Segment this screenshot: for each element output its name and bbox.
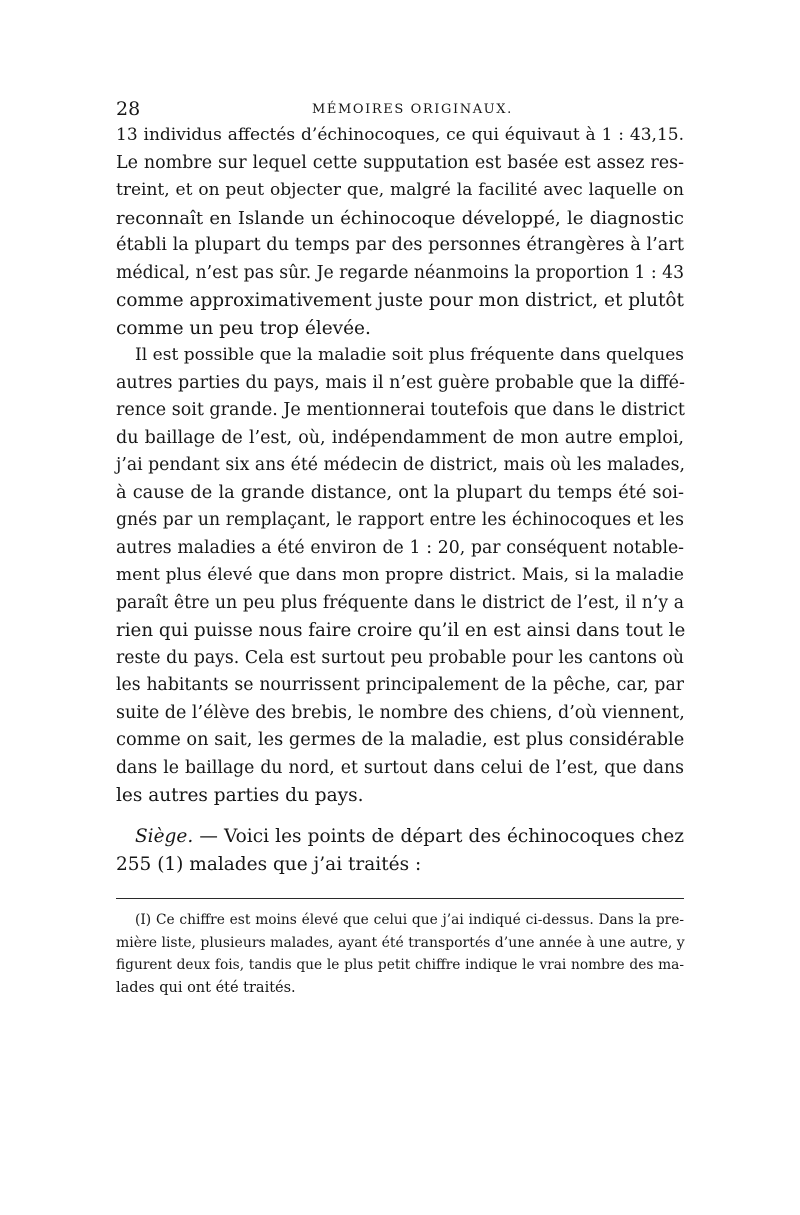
section-text: — Voici les points de départ des échinocoques chez bbox=[193, 826, 684, 847]
text-line: suite de l’élève des brebis, le nombre des chiens, d’où viennent, bbox=[116, 702, 685, 723]
text-line: établi la plupart du temps par des personnes étrangères à l’art bbox=[116, 235, 684, 255]
footnote bbox=[116, 909, 684, 999]
text-line: paraît être un peu plus fréquente dans le district de l’est, il n’y a bbox=[116, 592, 684, 613]
text-line: les habitants se nourrissent principalement de la pêche, car, par bbox=[116, 675, 684, 695]
text-line: autres parties du pays, mais il n’est guère probable que la diffé- bbox=[116, 372, 685, 393]
text-line: les autres parties du pays. bbox=[116, 785, 364, 806]
section-second-line: 255 (1) malades que j’ai traités : bbox=[116, 853, 422, 875]
text-line: médical, n’est pas sûr. Je regarde néanmoins la proportion 1 : 43 bbox=[116, 262, 685, 283]
text-line: Le nombre sur lequel cette supputation est basée est assez res- bbox=[116, 152, 684, 173]
text-line: ment plus élevé que dans mon propre district. Mais, si la maladie bbox=[116, 565, 684, 585]
text-line: rien qui puisse nous faire croire qu’il en est ainsi dans tout le bbox=[116, 620, 686, 641]
paragraph-2 bbox=[116, 342, 684, 810]
running-title: MÉMOIRES ORIGINAUX. bbox=[312, 102, 513, 117]
text-line: reste du pays. Cela est surtout peu probable pour les cantons où bbox=[116, 647, 684, 668]
text-line: comme un peu trop élevée. bbox=[116, 317, 371, 339]
footnote-line: mière liste, plusieurs malades, ayant été transportés d’une année à une autre, y bbox=[116, 934, 685, 951]
text-line: Il est possible que la maladie soit plus fréquente dans quelques bbox=[135, 345, 684, 365]
footnote-divider bbox=[116, 898, 684, 899]
body-text bbox=[116, 122, 684, 810]
footnote-line: (I) Ce chiffre est moins élevé que celui que j’ai indiqué ci-dessus. Dans la pre- bbox=[135, 912, 684, 928]
section-heading: Siège. bbox=[135, 826, 194, 847]
text-line: autres maladies a été environ de 1 : 20, par conséquent notable- bbox=[116, 537, 684, 558]
text-line: reconnaît en Islande un échinocoque développé, le diagnostic bbox=[116, 207, 684, 229]
text-line: rence soit grande. Je mentionnerai toutefois que dans le district bbox=[116, 400, 685, 420]
footnote-line: figurent deux fois, tandis que le plus petit chiffre indique le vrai nombre des ma- bbox=[116, 957, 684, 973]
text-line: dans le baillage du nord, et surtout dans celui de l’est, que dans bbox=[116, 757, 684, 778]
text-line: j’ai pendant six ans été médecin de district, mais où les malades, bbox=[116, 455, 686, 475]
footnote-line: lades qui ont été traités. bbox=[116, 979, 296, 996]
section-siege bbox=[116, 823, 684, 878]
text-line: du baillage de l’est, où, indépendamment de mon autre emploi, bbox=[116, 427, 684, 448]
text-line: à cause de la grande distance, ont la plupart du temps été soi- bbox=[116, 482, 684, 503]
text-line: comme approximativement juste pour mon district, et plutôt bbox=[116, 290, 684, 311]
page-header bbox=[116, 97, 684, 123]
text-line: comme on sait, les germes de la maladie, est plus considérable bbox=[116, 730, 685, 750]
paragraph-1 bbox=[116, 122, 684, 342]
text-line: 13 individus affectés d’échinocoques, ce qui équivaut à 1 : 43,15. bbox=[116, 125, 684, 145]
section-first-line bbox=[116, 823, 684, 851]
text-line: gnés par un remplaçant, le rapport entre les échinocoques et les bbox=[116, 510, 684, 530]
page-number: 28 bbox=[116, 98, 141, 120]
text-line: treint, et on peut objecter que, malgré la facilité avec laquelle on bbox=[116, 180, 684, 200]
